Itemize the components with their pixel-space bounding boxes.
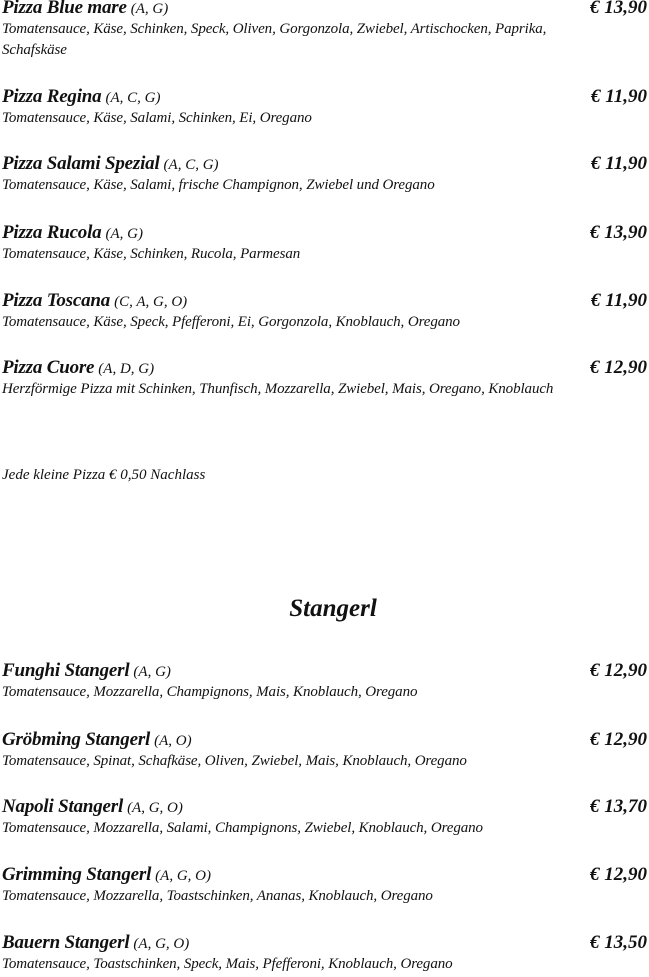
item-description: Tomatensauce, Käse, Salami, frische Champignon, Zwiebel und Oregano <box>2 177 435 193</box>
item-name: Pizza Rucola <box>2 222 102 243</box>
item-name: Napoli Stangerl <box>2 796 124 817</box>
item-allergens: (A, C, G) <box>163 157 219 173</box>
item-name: Pizza Toscana <box>2 290 111 311</box>
item-allergens: (C, A, G, O) <box>114 294 188 310</box>
item-allergens: (A, G) <box>133 664 171 680</box>
menu-item <box>2 0 647 61</box>
menu-item <box>2 729 647 772</box>
item-description: Tomatensauce, Spinat, Schafkäse, Oliven, Zwiebel, Mais, Knoblauch, Oregano <box>2 753 467 769</box>
menu-item-header <box>2 660 647 682</box>
item-name: Pizza Regina <box>2 86 102 107</box>
item-description: Tomatensauce, Mozzarella, Salami, Champignons, Zwiebel, Knoblauch, Oregano <box>2 820 483 836</box>
menu-item-header <box>2 932 647 954</box>
item-allergens: (A, G, O) <box>155 868 211 884</box>
menu-item <box>2 660 647 703</box>
menu-item-header <box>2 864 647 886</box>
item-description: Tomatensauce, Käse, Schinken, Speck, Oliven, Gorgonzola, Zwiebel, Artischocken, Paprika, Schafskäse <box>2 21 547 58</box>
menu-item <box>2 222 647 265</box>
menu-item-header <box>2 86 647 108</box>
item-description: Herzförmige Pizza mit Schinken, Thunfisch, Mozzarella, Zwiebel, Mais, Oregano, Knoblauch <box>2 381 554 397</box>
menu-item-header <box>2 0 647 19</box>
item-allergens: (A, C, G) <box>105 90 161 106</box>
item-name: Pizza Cuore <box>2 357 95 378</box>
menu-item-header <box>2 729 647 751</box>
item-price: € 12,90 <box>590 660 647 681</box>
menu-item <box>2 864 647 907</box>
item-name: Gröbming Stangerl <box>2 729 151 750</box>
menu-item-header <box>2 357 647 379</box>
section-title-stangerl: Stangerl <box>289 595 377 622</box>
menu-item-header <box>2 796 647 818</box>
menu-item <box>2 153 647 196</box>
menu-item-header <box>2 290 647 312</box>
item-allergens: (A, G) <box>105 226 143 242</box>
item-allergens: (A, G, O) <box>133 936 190 952</box>
item-allergens: (A, G, O) <box>127 800 183 816</box>
item-price: € 12,90 <box>590 729 647 750</box>
menu-item <box>2 357 647 400</box>
menu-item-header <box>2 153 647 175</box>
item-name: Funghi Stangerl <box>2 660 130 681</box>
item-allergens: (A, O) <box>154 733 192 749</box>
item-description: Tomatensauce, Käse, Speck, Pfefferoni, Ei, Gorgonzola, Knoblauch, Oregano <box>2 314 460 330</box>
item-description: Tomatensauce, Käse, Schinken, Rucola, Parmesan <box>2 246 301 262</box>
item-description: Tomatensauce, Mozzarella, Toastschinken, Ananas, Knoblauch, Oregano <box>2 888 433 904</box>
item-name: Pizza Blue mare <box>2 0 127 18</box>
item-name: Bauern Stangerl <box>2 932 130 953</box>
item-description: Tomatensauce, Käse, Salami, Schinken, Ei, Oregano <box>2 110 312 126</box>
item-description: Tomatensauce, Mozzarella, Champignons, Mais, Knoblauch, Oregano <box>2 684 418 700</box>
item-price: € 12,90 <box>590 864 647 885</box>
menu-item <box>2 86 647 129</box>
menu-item <box>2 290 647 333</box>
item-price: € 13,50 <box>590 932 647 953</box>
item-price: € 11,90 <box>591 86 647 107</box>
item-name: Grimming Stangerl <box>2 864 152 885</box>
item-price: € 13,90 <box>590 0 647 18</box>
item-allergens: (A, G) <box>130 1 169 17</box>
menu-item <box>2 932 647 975</box>
item-price: € 13,90 <box>590 222 647 243</box>
discount-note: Jede kleine Pizza € 0,50 Nachlass <box>2 467 206 483</box>
item-price: € 11,90 <box>591 153 647 174</box>
item-price: € 12,90 <box>590 357 647 378</box>
item-price: € 13,70 <box>590 796 647 817</box>
menu-item-header <box>2 222 647 244</box>
menu-item <box>2 796 647 839</box>
item-description: Tomatensauce, Toastschinken, Speck, Mais, Pfefferoni, Knoblauch, Oregano <box>2 956 453 972</box>
item-allergens: (A, D, G) <box>98 361 155 377</box>
item-name: Pizza Salami Spezial <box>2 153 160 174</box>
item-price: € 11,90 <box>591 290 647 311</box>
